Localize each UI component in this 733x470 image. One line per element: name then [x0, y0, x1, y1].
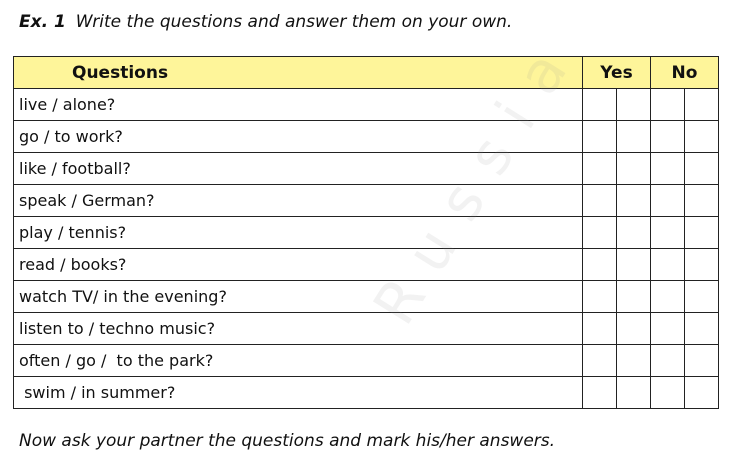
- footer-instruction: Now ask your partner the questions and mark his/her answers.: [19, 431, 556, 451]
- question-text: go / to work?: [14, 121, 583, 153]
- yes-answer-box[interactable]: [583, 153, 617, 185]
- yes-answer-box[interactable]: [583, 377, 617, 409]
- no-answer-box[interactable]: [651, 89, 685, 121]
- yes-answer-box[interactable]: [583, 281, 617, 313]
- question-text: listen to / techno music?: [14, 313, 583, 345]
- yes-answer-box[interactable]: [583, 89, 617, 121]
- no-answer-box[interactable]: [685, 345, 719, 377]
- no-answer-box[interactable]: [651, 185, 685, 217]
- table-row: [14, 313, 719, 345]
- no-answer-box[interactable]: [685, 249, 719, 281]
- table-row: [14, 153, 719, 185]
- no-answer-box[interactable]: [651, 377, 685, 409]
- yes-answer-box[interactable]: [617, 121, 651, 153]
- yes-answer-box[interactable]: [583, 217, 617, 249]
- yes-answer-box[interactable]: [583, 249, 617, 281]
- no-answer-box[interactable]: [651, 249, 685, 281]
- yes-answer-box[interactable]: [617, 313, 651, 345]
- table-row: [14, 249, 719, 281]
- no-answer-box[interactable]: [651, 217, 685, 249]
- no-answer-box[interactable]: [685, 217, 719, 249]
- table-row: [14, 89, 719, 121]
- table-row: [14, 185, 719, 217]
- no-answer-box[interactable]: [651, 121, 685, 153]
- questions-header: Questions: [14, 57, 583, 89]
- table-row: [14, 281, 719, 313]
- question-text: play / tennis?: [14, 217, 583, 249]
- table-header-row: [14, 57, 719, 89]
- question-text: swim / in summer?: [14, 377, 583, 409]
- question-text: often / go / to the park?: [14, 345, 583, 377]
- exercise-label: Ex. 1: [19, 12, 66, 32]
- no-answer-box[interactable]: [685, 281, 719, 313]
- yes-answer-box[interactable]: [583, 121, 617, 153]
- no-answer-box[interactable]: [651, 313, 685, 345]
- no-answer-box[interactable]: [685, 377, 719, 409]
- table-row: [14, 345, 719, 377]
- yes-answer-box[interactable]: [617, 377, 651, 409]
- question-text: watch TV/ in the evening?: [14, 281, 583, 313]
- yes-answer-box[interactable]: [617, 89, 651, 121]
- yes-answer-box[interactable]: [617, 185, 651, 217]
- table-row: [14, 217, 719, 249]
- question-text: live / alone?: [14, 89, 583, 121]
- yes-answer-box[interactable]: [583, 313, 617, 345]
- no-answer-box[interactable]: [651, 153, 685, 185]
- no-answer-box[interactable]: [685, 153, 719, 185]
- yes-answer-box[interactable]: [617, 345, 651, 377]
- question-text: read / books?: [14, 249, 583, 281]
- table-row: [14, 121, 719, 153]
- yes-answer-box[interactable]: [617, 153, 651, 185]
- question-text: like / football?: [14, 153, 583, 185]
- yes-answer-box[interactable]: [617, 281, 651, 313]
- no-answer-box[interactable]: [685, 121, 719, 153]
- yes-answer-box[interactable]: [583, 185, 617, 217]
- yes-header: Yes: [583, 57, 651, 89]
- watermark: Russia: [360, 19, 593, 337]
- no-answer-box[interactable]: [685, 313, 719, 345]
- questions-table: [13, 56, 719, 409]
- no-answer-box[interactable]: [651, 281, 685, 313]
- exercise-instruction-text: Write the questions and answer them on your own.: [75, 12, 513, 32]
- table-row: [14, 377, 719, 409]
- question-text: speak / German?: [14, 185, 583, 217]
- exercise-instruction: [19, 12, 512, 32]
- yes-answer-box[interactable]: [617, 249, 651, 281]
- no-answer-box[interactable]: [685, 185, 719, 217]
- yes-answer-box[interactable]: [583, 345, 617, 377]
- no-header: No: [651, 57, 719, 89]
- no-answer-box[interactable]: [651, 345, 685, 377]
- yes-answer-box[interactable]: [617, 217, 651, 249]
- no-answer-box[interactable]: [685, 89, 719, 121]
